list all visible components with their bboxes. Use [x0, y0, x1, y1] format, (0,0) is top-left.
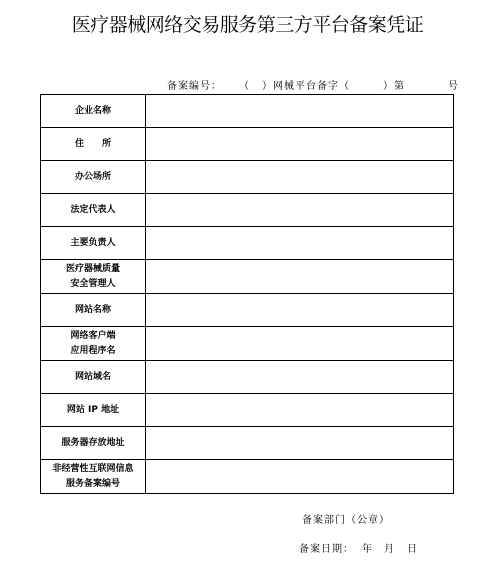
- filing-date-year: 年: [362, 544, 373, 555]
- row-label: 法定代表人: [41, 194, 146, 227]
- row-value: [146, 161, 454, 194]
- table-row: [41, 227, 454, 260]
- row-label: 网络客户端 应用程序名: [41, 327, 146, 361]
- table-row: [41, 194, 454, 227]
- row-value: [146, 227, 454, 260]
- row-value: [146, 95, 454, 128]
- row-label: 网站名称: [41, 294, 146, 327]
- filing-date-day: 日: [407, 544, 418, 555]
- row-label: 办公场所: [41, 161, 146, 194]
- table-row: [41, 95, 454, 128]
- row-value: [146, 128, 454, 161]
- table-row: [41, 427, 454, 460]
- table-row: [41, 128, 454, 161]
- registration-middle-text: ）网械平台备字（: [262, 81, 350, 92]
- row-value: [146, 361, 454, 394]
- table-row: [41, 161, 454, 194]
- certificate-table: [40, 94, 454, 494]
- document-title: 医疗器械网络交易服务第三方平台备案凭证: [71, 14, 424, 36]
- table-row: [41, 294, 454, 327]
- filing-date-month: 月: [384, 544, 395, 555]
- row-value: [146, 394, 454, 427]
- row-value: [146, 427, 454, 460]
- registration-prefix: 备案编号：: [167, 81, 222, 92]
- row-label: 网站域名: [41, 361, 146, 394]
- row-label: 主要负责人: [41, 227, 146, 260]
- row-value: [146, 194, 454, 227]
- row-label: 网站 IP 地址: [41, 394, 146, 427]
- registration-number-line: [167, 77, 467, 91]
- row-label: 服务器存放地址: [41, 427, 146, 460]
- row-value: [146, 260, 454, 294]
- row-value: [146, 460, 454, 494]
- row-label: 住 所: [41, 128, 146, 161]
- registration-open-paren: （: [239, 81, 250, 92]
- table-row: [41, 460, 454, 494]
- registration-ordinal-text: ）第: [383, 81, 405, 92]
- filing-date-label: 备案日期：: [299, 544, 354, 555]
- row-label: 医疗器械质量 安全管理人: [41, 260, 146, 294]
- filing-department: 备案部门（公章）: [302, 515, 390, 526]
- table-row: [41, 361, 454, 394]
- row-label: 企业名称: [41, 95, 146, 128]
- table-row: [41, 260, 454, 294]
- filing-date: [299, 540, 429, 554]
- row-label: 非经营性互联网信息 服务备案编号: [41, 460, 146, 494]
- registration-suffix: 号: [448, 81, 459, 92]
- row-value: [146, 327, 454, 361]
- table-row: [41, 327, 454, 361]
- row-value: [146, 294, 454, 327]
- table-row: [41, 394, 454, 427]
